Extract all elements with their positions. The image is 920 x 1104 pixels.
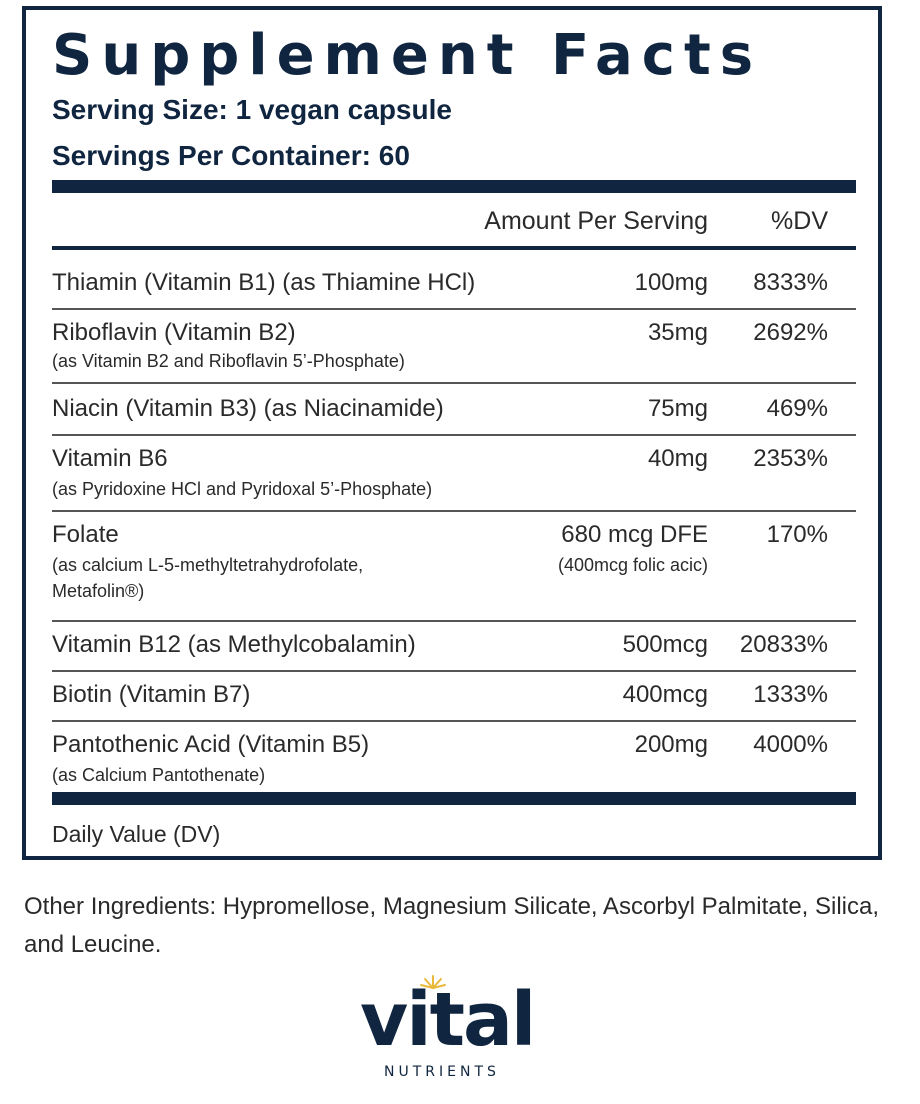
row-divider [52, 434, 856, 436]
nutrient-dv: 20833% [739, 631, 828, 658]
nutrient-amount: 200mg [634, 731, 708, 758]
nutrient-name: Vitamin B6 [52, 445, 168, 472]
nutrient-name: Biotin (Vitamin B7) [52, 681, 251, 708]
nutrient-dv: 4000% [753, 731, 828, 758]
bottom-thick-bar [52, 792, 856, 805]
nutrient-dv: 469% [766, 395, 828, 422]
nutrient-amount-note: (400mcg folic acic) [557, 555, 708, 575]
nutrient-name: Thiamin (Vitamin B1) (as Thiamine HCl) [52, 269, 476, 296]
panel-title: Supplement Facts [52, 23, 763, 88]
nutrient-dv: 8333% [753, 269, 828, 296]
supplement-facts-panel [22, 6, 882, 860]
nutrient-amount: 400mcg [622, 681, 708, 708]
nutrient-dv: 170% [766, 521, 828, 548]
nutrient-name: Riboflavin (Vitamin B2) [52, 319, 296, 346]
nutrient-amount: 35mg [647, 319, 708, 346]
daily-value-footnote: Daily Value (DV) [52, 821, 221, 847]
header-bar [52, 246, 856, 250]
nutrient-source: (as calcium L-5-methyltetrahydrofolate, [52, 555, 364, 575]
servings-per-container: Servings Per Container: 60 [52, 140, 410, 171]
column-header-dv: %DV [771, 207, 828, 235]
nutrient-source: (as Pyridoxine HCl and Pyridoxal 5’-Phosphate) [52, 479, 433, 499]
nutrient-amount: 40mg [647, 445, 708, 472]
nutrient-amount: 500mcg [622, 631, 708, 658]
nutrient-source: (as Calcium Pantothenate) [52, 765, 266, 785]
nutrient-name: Folate [52, 521, 119, 548]
nutrient-amount: 100mg [634, 269, 708, 296]
nutrient-amount: 75mg [647, 395, 708, 422]
row-divider [52, 720, 856, 722]
nutrient-dv: 2353% [753, 445, 828, 472]
column-header-amount: Amount Per Serving [484, 207, 708, 235]
nutrient-dv: 1333% [753, 681, 828, 708]
brand-name: vital [360, 977, 535, 1063]
serving-size: Serving Size: 1 vegan capsule [52, 94, 452, 125]
row-divider [52, 510, 856, 512]
row-divider [52, 620, 856, 622]
nutrient-source-cont: Metafolin®) [52, 581, 145, 601]
row-divider [52, 308, 856, 310]
row-divider [52, 670, 856, 672]
brand-logo [360, 977, 560, 1080]
nutrient-name: Vitamin B12 (as Methylcobalamin) [52, 631, 416, 658]
top-thick-bar [52, 180, 856, 193]
other-ingredients: Other Ingredients: Hypromellose, Magnesium Silicate, Ascorbyl Palmitate, Silica, and Leucine. [24, 893, 880, 958]
nutrient-amount: 680 mcg DFE [561, 521, 708, 548]
nutrient-dv: 2692% [753, 319, 828, 346]
nutrient-name: Niacin (Vitamin B3) (as Niacinamide) [52, 395, 444, 422]
nutrient-source: (as Vitamin B2 and Riboflavin 5’-Phosphate) [52, 351, 405, 371]
nutrient-name: Pantothenic Acid (Vitamin B5) [52, 731, 370, 758]
row-divider [52, 382, 856, 384]
brand-tagline: NUTRIENTS [384, 1064, 500, 1080]
